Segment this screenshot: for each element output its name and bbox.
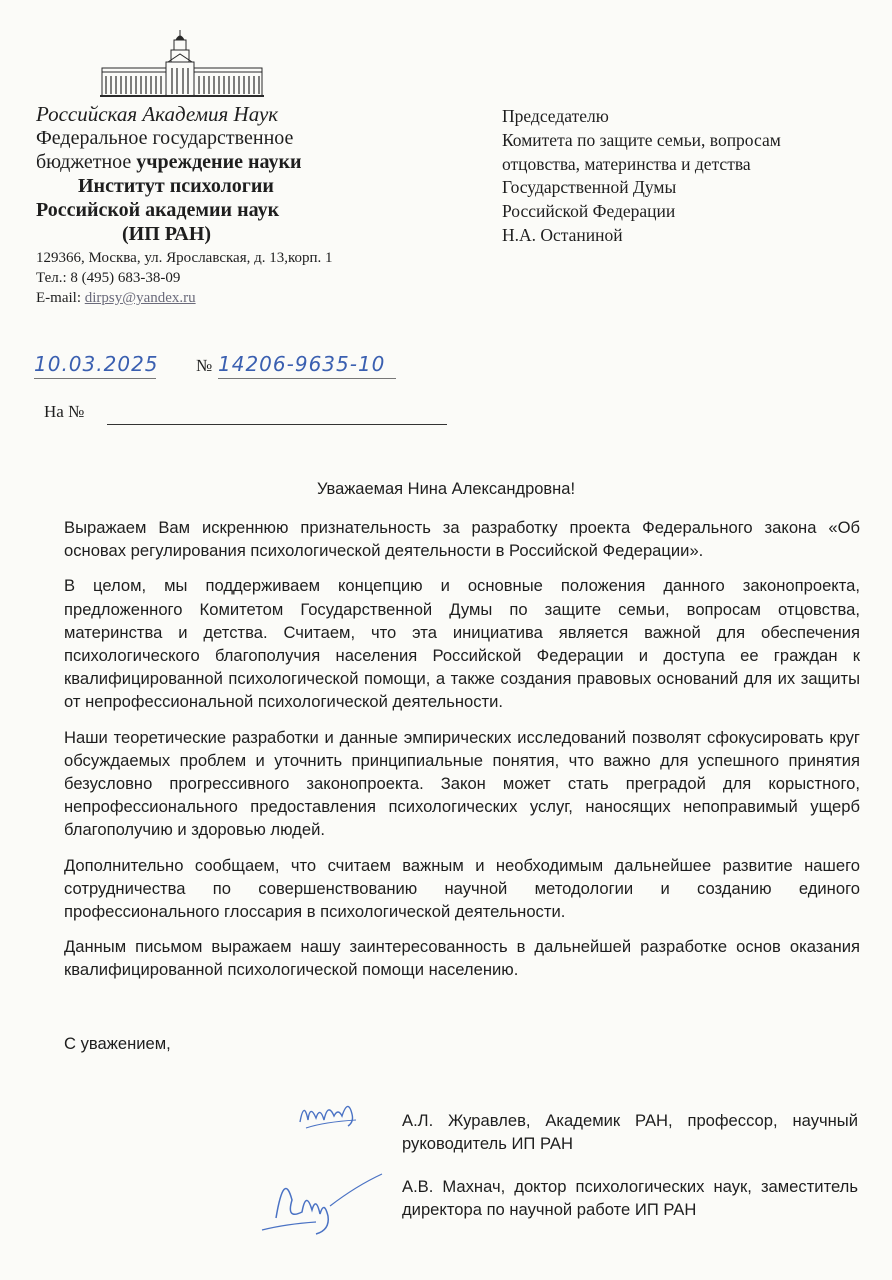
registration-number: 14206-9635-10 bbox=[218, 352, 396, 379]
sender-address: 129366, Москва, ул. Ярославская, д. 13,корп. 1 bbox=[36, 250, 333, 266]
org-line2-prefix: бюджетное bbox=[36, 151, 137, 173]
body-paragraph: Дополнительно сообщаем, что считаем важным и необходимым дальнейшее развитие нашего сотрудничества по совершенствованию научной методологии и созданию единого профессионального глоссария в психологической деятельности. bbox=[64, 855, 860, 922]
registration-number-label: № bbox=[196, 356, 213, 375]
registration-date: 10.03.2025 bbox=[34, 352, 156, 379]
signatory-zhuravlev: А.Л. Журавлев, Академик РАН, профессор, научный руководитель ИП РАН bbox=[402, 1111, 858, 1154]
institute-abbreviation: (ИП РАН) bbox=[122, 223, 212, 245]
sender-block bbox=[36, 102, 366, 308]
recipient-block bbox=[502, 105, 862, 248]
institute-building-logo bbox=[98, 28, 266, 100]
registration-line bbox=[34, 350, 454, 382]
institute-name-line2: Российской академии наук bbox=[36, 199, 280, 221]
body-paragraph: Наши теоретические разработки и данные эмпирических исследований позволят сфокусировать круг обсуждаемых проблем и уточнить принципиальные понятия, что важно для успешного принятия безусловно прогрессивного законопроекта. Закон может стать преградой для корыстного, непрофессионального предоставления психологических услуг, наносящих непоправимый ущерб благополучию и здоровью людей. bbox=[64, 727, 860, 840]
salutation: Уважаемая Нина Александровна! bbox=[316, 480, 576, 498]
email-link[interactable]: dirpsy@yandex.ru bbox=[84, 290, 196, 306]
recipient-line: Н.А. Останиной bbox=[502, 224, 623, 245]
recipient-line: Государственной Думы bbox=[502, 177, 677, 198]
recipient-line: отцовства, материнства и детства bbox=[502, 153, 751, 174]
letter-body bbox=[64, 516, 860, 994]
body-paragraph: Данным письмом выражаем нашу заинтересованность в дальнейшей разработке основ оказания квалифицированной психологической помощи населению. bbox=[64, 937, 860, 980]
organization-type-line1: Федеральное государственное bbox=[36, 127, 294, 149]
email-label: E-mail: bbox=[36, 290, 85, 306]
signature-makhnach bbox=[256, 1160, 386, 1240]
sender-phone: Тел.: 8 (495) 683-38-09 bbox=[36, 270, 181, 286]
recipient-line: Комитета по защите семьи, вопросам bbox=[502, 129, 781, 150]
org-line2-bold: учреждение науки bbox=[136, 151, 302, 173]
organization-type-line2 bbox=[36, 150, 366, 174]
recipient-line: Председателю bbox=[502, 106, 609, 126]
body-paragraph: Выражаем Вам искреннюю признательность за разработку проекта Федерального закона «Об основах регулирования психологической деятельности в Российской Федерации». bbox=[64, 518, 860, 561]
reply-reference-blank-line bbox=[107, 424, 447, 425]
academy-name: Российская Академия Наук bbox=[36, 102, 279, 126]
body-paragraph: В целом, мы поддерживаем концепцию и основные положения данного законопроекта, предложенного Комитетом Государственной Думы по защите семьи, вопросам отцовства, материнства и детства. Считаем, что эта инициатива является важной для обеспечения психологического благополучия населения Российской Федерации и доступа ее граждан к квалифицированной психологической помощи, а также создания правовых оснований для их защиты от непрофессиональной психологической деятельности. bbox=[64, 576, 860, 712]
signatory-makhnach: А.В. Махнач, доктор психологических наук, заместитель директора по научной работе ИП РАН bbox=[402, 1177, 858, 1220]
sender-email-line bbox=[36, 288, 366, 308]
recipient-line: Российской Федерации bbox=[502, 201, 676, 222]
institute-name-line1: Институт психологии bbox=[78, 175, 274, 197]
closing: С уважением, bbox=[64, 1034, 171, 1053]
signature-zhuravlev bbox=[294, 1092, 364, 1140]
reply-reference-label: На № bbox=[44, 402, 85, 421]
